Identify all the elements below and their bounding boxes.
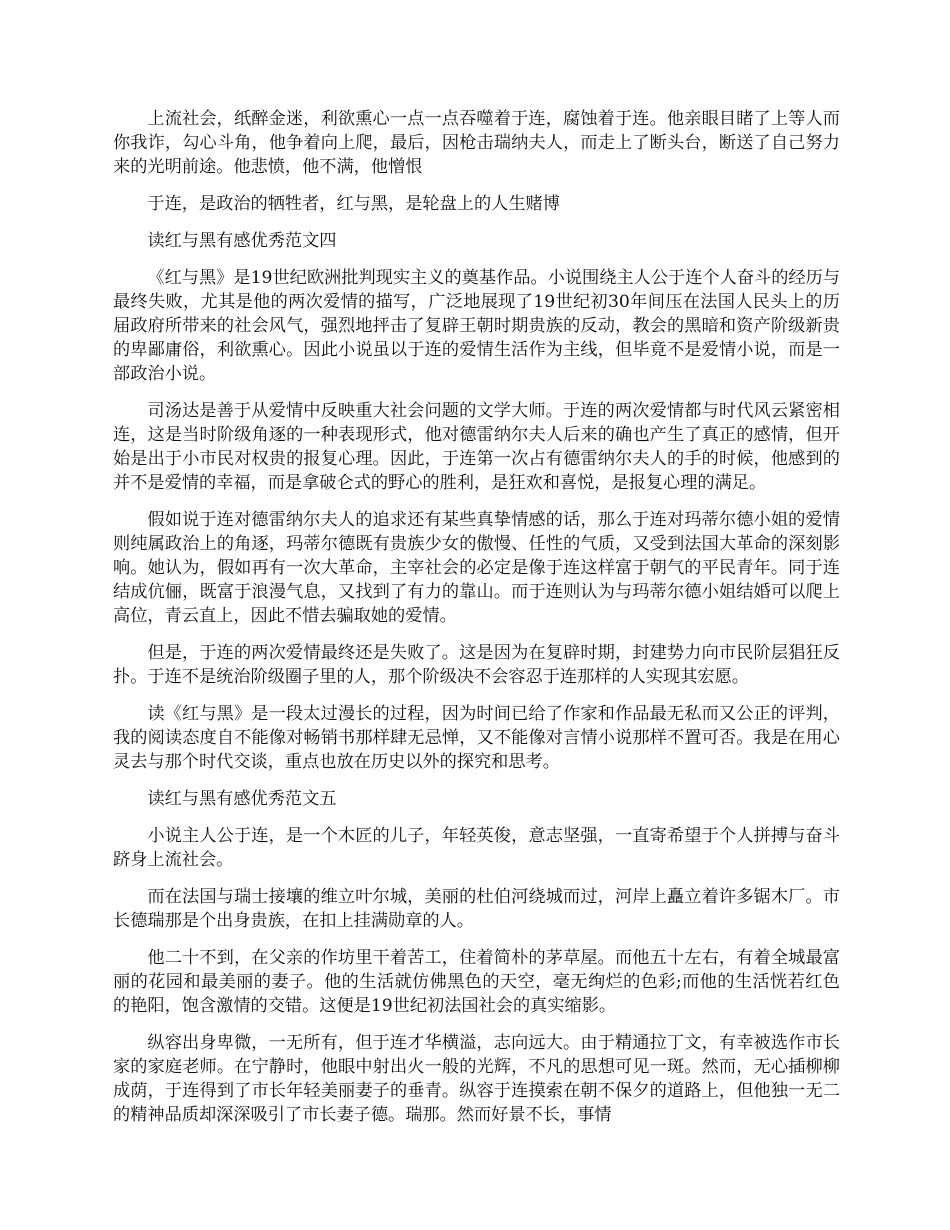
paragraph-3: 《红与黑》是19世纪欧洲批判现实主义的奠基作品。小说围绕主人公于连个人奋斗的经历与最终失败，尤其是他的两次爱情的描写，广泛地展现了19世纪初30年间压在法国人民头上的历届政府所带来的社会风气，强烈地抨击了复辟王朝时期贵族的反动，教会的黑暗和资产阶级新贵的卑鄙庸俗，利欲熏心。因此小说虽以于连的爱情生活作为主线，但毕竟不是爱情小说，而是一部政治小说。 xyxy=(113,268,840,384)
paragraph-5: 假如说于连对德雷纳尔夫人的追求还有某些真挚情感的话，那么于连对玛蒂尔德小姐的爱情则纯属政治上的角逐，玛蒂尔德既有贵族少女的傲慢、任性的气质，又受到法国大革命的深刻影响。她认为，假如再有一次大革命，主宰社会的必定是像于连这样富于朝气的平民青年。同于连结成伉俪，既富于浪漫气息，又找到了有力的靠山。而于连则认为与玛蒂尔德小姐结婚可以爬上高位，青云直上，因此不惜去骗取她的爱情。 xyxy=(113,510,840,626)
paragraph-1: 上流社会，纸醉金迷，利欲熏心一点一点吞噬着于连，腐蚀着于连。他亲眼目睹了上等人而你我诈，勾心斗角，他争着向上爬，最后，因枪击瑞纳夫人，而走上了断头台，断送了自己努力来的光明前途。他悲愤，他不满，他憎恨 xyxy=(113,109,840,177)
paragraph-10: 他二十不到，在父亲的作坊里干着苦工，住着简朴的茅草屋。而他五十左右，有着全城最富丽的花园和最美丽的妻子。他的生活就仿佛黑色的天空，毫无绚烂的色彩;而他的生活恍若红色的艳阳，饱含激情的交错。这便是19世纪初法国社会的真实缩影。 xyxy=(113,948,840,1016)
paragraph-4: 司汤达是善于从爱情中反映重大社会问题的文学大师。于连的两次爱情都与时代风云紧密相连，这是当时阶级角逐的一种表现形式，他对德雷纳尔夫人后来的确也产生了真正的感情，但开始是出于小市民对权贵的报复心理。因此，于连第一次占有德雷纳尔夫人的手的时候，他感到的并不是爱情的幸福，而是拿破仑式的野心的胜利，是狂欢和喜悦，是报复心理的满足。 xyxy=(113,401,840,493)
paragraph-11: 纵容出身卑微，一无所有，但于连才华横溢，志向远大。由于精通拉丁文，有幸被选作市长家的家庭老师。在宁静时，他眼中射出火一般的光辉，不凡的思想可见一斑。然而，无心插柳柳成荫，于连得到了市长年轻美丽妻子的垂青。纵容于连摸索在朝不保夕的道路上，但他独一无二的精神品质却深深吸引了市长妻子德。瑞那。然而好景不长，事情 xyxy=(113,1033,840,1125)
paragraph-6: 但是，于连的两次爱情最终还是失败了。这是因为在复辟时期，封建势力向市民阶层猖狂反扑。于连不是统治阶级圈子里的人，那个阶级决不会容忍于连那样的人实现其宏愿。 xyxy=(113,643,840,687)
document-body xyxy=(113,107,840,1140)
paragraph-8: 小说主人公于连，是一个木匠的儿子，年轻英俊，意志坚强，一直寄希望于个人拼搏与奋斗跻身上流社会。 xyxy=(113,826,840,870)
section-heading-4: 读红与黑有感优秀范文四 xyxy=(147,231,337,251)
section-heading-5: 读红与黑有感优秀范文五 xyxy=(147,789,337,809)
paragraph-2: 于连，是政治的牺牲者，红与黑，是轮盘上的人生赌博 xyxy=(147,194,560,214)
paragraph-7: 读《红与黑》是一段太过漫长的过程，因为时间已给了作家和作品最无私而又公正的评判，我的阅读态度自不能像对畅销书那样肆无忌惮，又不能像对言情小说那样不置可否。我是在用心灵去与那个时代交谈，重点也放在历史以外的探究和思考。 xyxy=(113,704,840,772)
paragraph-9: 而在法国与瑞士接壤的维立叶尔城，美丽的杜伯河绕城而过，河岸上矗立着许多锯木厂。市长德瑞那是个出身贵族，在扣上挂满勋章的人。 xyxy=(113,887,840,931)
